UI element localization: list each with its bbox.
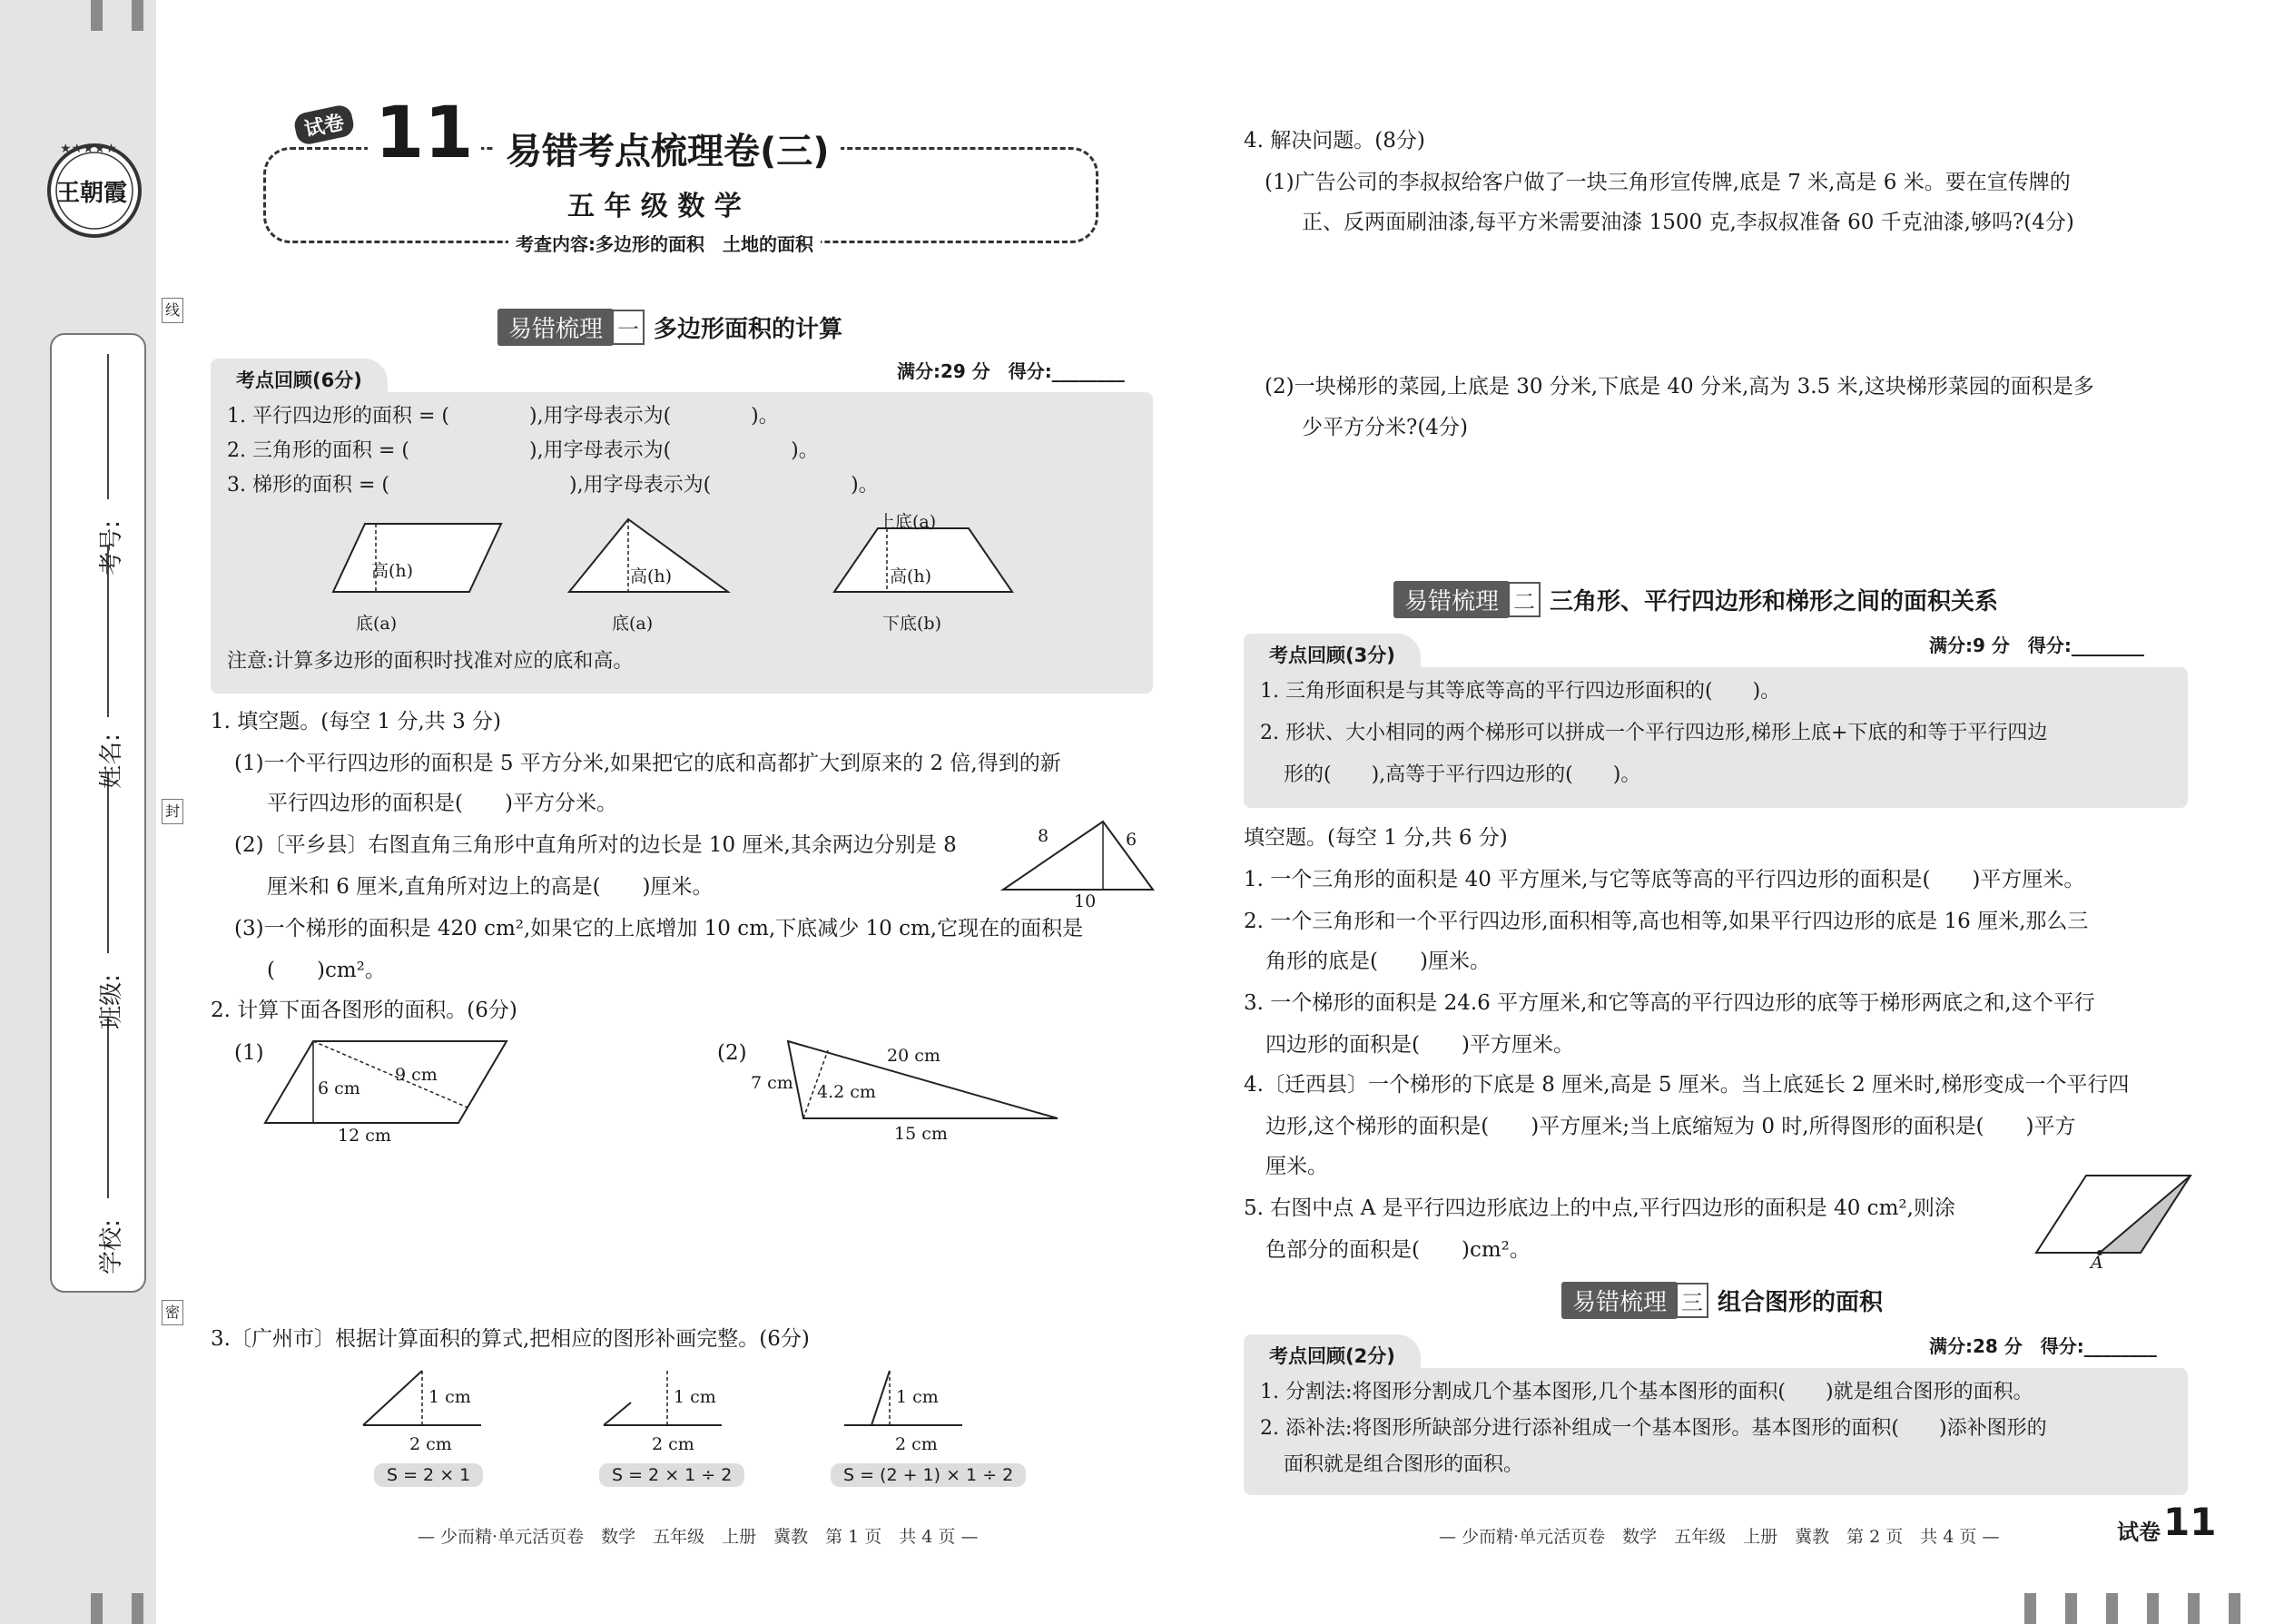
class-field[interactable]	[107, 772, 109, 953]
id-field[interactable]	[107, 354, 109, 499]
school-field[interactable]	[107, 1017, 109, 1198]
tri-side-a: 8	[1038, 826, 1049, 846]
q3-base: 2 cm	[895, 1434, 938, 1454]
q4-line: 正、反两面刷油漆,每平方米需要油漆 1500 克,李叔叔准备 60 千克油漆,够吗?(4分)	[1302, 211, 2074, 234]
point-a-label: A	[2091, 1253, 2103, 1273]
fill-line: 边形,这个梯形的面积是( )平方厘米;当上底缩短为 0 时,所得图形的面积是( )平方	[1265, 1115, 2076, 1138]
bottom-tick	[2188, 1593, 2200, 1624]
fill-line: 3. 一个梯形的面积是 24.6 平方厘米,和它等高的平行四边形的底等于梯形两底之和,这个平行	[1244, 991, 2095, 1015]
review-tab: 考点回顾(2分)	[1244, 1334, 1421, 1376]
bottom-tick	[2106, 1593, 2118, 1624]
review-tab: 考点回顾(6分)	[211, 359, 388, 400]
review-note: 注意:计算多边形的面积时找准对应的底和高。	[227, 650, 634, 673]
bind-mark: 密	[162, 1300, 183, 1325]
paper-title: 易错考点梳理卷(三)	[495, 123, 841, 174]
shaded-parallelogram-figure	[2032, 1171, 2195, 1257]
review-item: 形的( ),高等于平行四边形的( )。	[1284, 763, 1641, 786]
q4-line: (2)一块梯形的菜园,上底是 30 分米,下底是 40 分米,高为 3.5 米,这块梯形菜园的面积是多	[1265, 375, 2094, 399]
q3-height: 1 cm	[428, 1387, 471, 1407]
fill-line: 厘米。	[1265, 1155, 1328, 1178]
section1-heading	[497, 309, 842, 346]
top-tick	[132, 0, 143, 31]
fill-line: 4.〔迁西县〕一个梯形的下底是 8 厘米,高是 5 厘米。当上底延长 2 厘米时,梯形变成一个平行四	[1244, 1073, 2130, 1097]
bottom-tick	[2147, 1593, 2159, 1624]
tri-side-c: 10	[1074, 891, 1097, 911]
student-info-box	[50, 333, 146, 1293]
fill-line: 5. 右图中点 A 是平行四边形底边上的中点,平行四边形的面积是 40 cm²,则涂	[1244, 1196, 1955, 1220]
section-number: 三	[1676, 1283, 1708, 1318]
paper-badge: 试卷	[292, 103, 356, 147]
paper-subtitle: 五 年 级 数 学	[567, 191, 742, 222]
q1-line: ( )cm²。	[267, 959, 386, 982]
score-line: 满分:9 分 得分:________	[1929, 635, 2144, 656]
corner-badge: 试卷	[2117, 1520, 2161, 1545]
q1-line: (3)一个梯形的面积是 420 cm²,如果它的上底增加 10 cm,下底减少 10 cm,它现在的面积是	[234, 917, 1084, 940]
class-label: 班级:	[97, 974, 125, 1029]
q3-formula: S = 2 × 1 ÷ 2	[599, 1463, 744, 1487]
paper-number: 11	[368, 93, 481, 174]
para-height: 6 cm	[318, 1078, 360, 1098]
review-box	[1244, 667, 2188, 808]
q1-line: (2)〔平乡县〕右图直角三角形中直角所对的边长是 10 厘米,其余两边分别是 8	[234, 833, 957, 857]
review-box	[1244, 1368, 2188, 1495]
q3-height: 1 cm	[896, 1387, 939, 1407]
q1-line: (1)一个平行四边形的面积是 5 平方分米,如果把它的底和高都扩大到原来的 2 倍,得到的新	[234, 752, 1061, 775]
footer-right: — 少而精·单元活页卷 数学 五年级 上册 冀教 第 2 页 共 4 页 —	[1439, 1527, 2000, 1547]
section-badge: 易错梳理	[497, 309, 614, 346]
fill-line: 1. 一个三角形的面积是 40 平方厘米,与它等底等高的平行四边形的面积是( )平方厘米。	[1244, 868, 2085, 891]
section-badge: 易错梳理	[1393, 581, 1510, 618]
shape-figures	[301, 497, 1100, 664]
bottom-tick	[2024, 1593, 2036, 1624]
bind-mark: 线	[162, 298, 183, 323]
top-tick	[91, 0, 103, 31]
fill-line: 色部分的面积是( )cm²。	[1265, 1238, 1531, 1262]
q3-formula: S = (2 + 1) × 1 ÷ 2	[831, 1463, 1026, 1487]
q2-fig-tag: (2)	[717, 1041, 747, 1065]
name-label: 姓名:	[97, 733, 125, 789]
parallelogram-figure	[263, 1037, 517, 1127]
bottom-tick	[2229, 1593, 2240, 1624]
q2-fig-tag: (1)	[234, 1041, 264, 1065]
paper-scope: 考查内容:多边形的面积 土地的面积	[508, 230, 821, 256]
footer-left: — 少而精·单元活页卷 数学 五年级 上册 冀教 第 1 页 共 4 页 —	[418, 1527, 979, 1547]
fig-bottom-label: 下底(b)	[882, 614, 941, 634]
q4-line: 少平方分米?(4分)	[1302, 416, 1468, 439]
review-item: 1. 平行四边形的面积 = ( ),用字母表示为( )。	[227, 405, 779, 428]
section-number: 二	[1508, 582, 1541, 617]
bind-mark: 封	[162, 799, 183, 824]
para-base: 12 cm	[338, 1126, 391, 1146]
corner-number: 11	[2163, 1500, 2217, 1544]
svg-text:★★★★★: ★★★★★	[60, 142, 117, 156]
tri-side-b: 6	[1126, 830, 1137, 850]
fig-top-label: 上底(a)	[878, 512, 937, 532]
tri2-side: 7 cm	[751, 1073, 793, 1093]
para-diag: 9 cm	[395, 1065, 438, 1085]
q4-heading: 4. 解决问题。(8分)	[1244, 129, 1425, 153]
q3-formula: S = 2 × 1	[374, 1463, 483, 1487]
tri2-side: 20 cm	[887, 1046, 940, 1066]
tri2-base: 15 cm	[894, 1124, 948, 1144]
score-line: 满分:28 分 得分:________	[1929, 1335, 2157, 1357]
section-badge: 易错梳理	[1561, 1282, 1678, 1319]
q2-heading: 2. 计算下面各图形的面积。(6分)	[211, 999, 517, 1022]
section2-heading	[1393, 581, 1998, 618]
school-label: 学校:	[97, 1219, 125, 1275]
q1-line: 平行四边形的面积是( )平方分米。	[267, 792, 617, 815]
fig-height-label: 高(h)	[371, 561, 414, 581]
review-box	[211, 392, 1153, 694]
fill-line: 四边形的面积是( )平方厘米。	[1265, 1033, 1574, 1057]
q3-base: 2 cm	[409, 1434, 452, 1454]
section3-heading	[1561, 1282, 1883, 1319]
q3-base: 2 cm	[652, 1434, 694, 1454]
fig-base-label: 底(a)	[612, 614, 654, 634]
fill-line: 角形的底是( )厘米。	[1265, 950, 1491, 973]
q3-height: 1 cm	[674, 1387, 716, 1407]
review-item: 1. 分割法:将图形分割成几个基本图形,几个基本图形的面积( )就是组合图形的面积。	[1260, 1381, 2033, 1403]
fill-line: 2. 一个三角形和一个平行四边形,面积相等,高也相等,如果平行四边形的底是 16 厘米,那么三	[1244, 910, 2089, 933]
fig-base-label: 底(a)	[356, 614, 398, 634]
review-item: 2. 三角形的面积 = ( ),用字母表示为( )。	[227, 439, 819, 462]
bottom-tick	[2065, 1593, 2077, 1624]
fig-height-label: 高(h)	[890, 566, 932, 586]
bottom-tick	[132, 1593, 143, 1624]
q4-line: (1)广告公司的李叔叔给客户做了一块三角形宣传牌,底是 7 米,高是 6 米。要在宣传牌的	[1265, 171, 2071, 194]
fill-heading: 填空题。(每空 1 分,共 6 分)	[1244, 826, 1508, 850]
section-title: 组合图形的面积	[1718, 1289, 1884, 1316]
publisher-logo	[40, 134, 149, 243]
section-number: 一	[612, 310, 645, 345]
score-line: 满分:29 分 得分:________	[897, 360, 1125, 382]
section-title: 多边形面积的计算	[654, 316, 843, 343]
fig-height-label: 高(h)	[630, 566, 673, 586]
review-tab: 考点回顾(3分)	[1244, 634, 1421, 675]
tri2-height: 4.2 cm	[817, 1082, 876, 1102]
publisher-name: 王朝霞	[56, 180, 128, 207]
review-item: 面积就是组合图形的面积。	[1284, 1453, 1524, 1476]
section-title: 三角形、平行四边形和梯形之间的面积关系	[1550, 588, 1999, 615]
id-label: 考号:	[97, 520, 125, 576]
review-item: 3. 梯形的面积 = ( ),用字母表示为( )。	[227, 474, 879, 497]
q1-heading: 1. 填空题。(每空 1 分,共 3 分)	[211, 710, 502, 733]
review-item: 2. 形状、大小相同的两个梯形可以拼成一个平行四边形,梯形上底+下底的和等于平行四边	[1260, 722, 2048, 744]
q3-heading: 3.〔广州市〕根据计算面积的算式,把相应的图形补画完整。(6分)	[211, 1327, 810, 1351]
review-item: 2. 添补法:将图形所缺部分进行添补组成一个基本图形。基本图形的面积( )添补图形的	[1260, 1417, 2047, 1440]
review-item: 1. 三角形面积是与其等底等高的平行四边形面积的( )。	[1260, 680, 1781, 703]
q1-line: 厘米和 6 厘米,直角所对边上的高是( )厘米。	[267, 875, 714, 899]
bottom-tick	[91, 1593, 103, 1624]
